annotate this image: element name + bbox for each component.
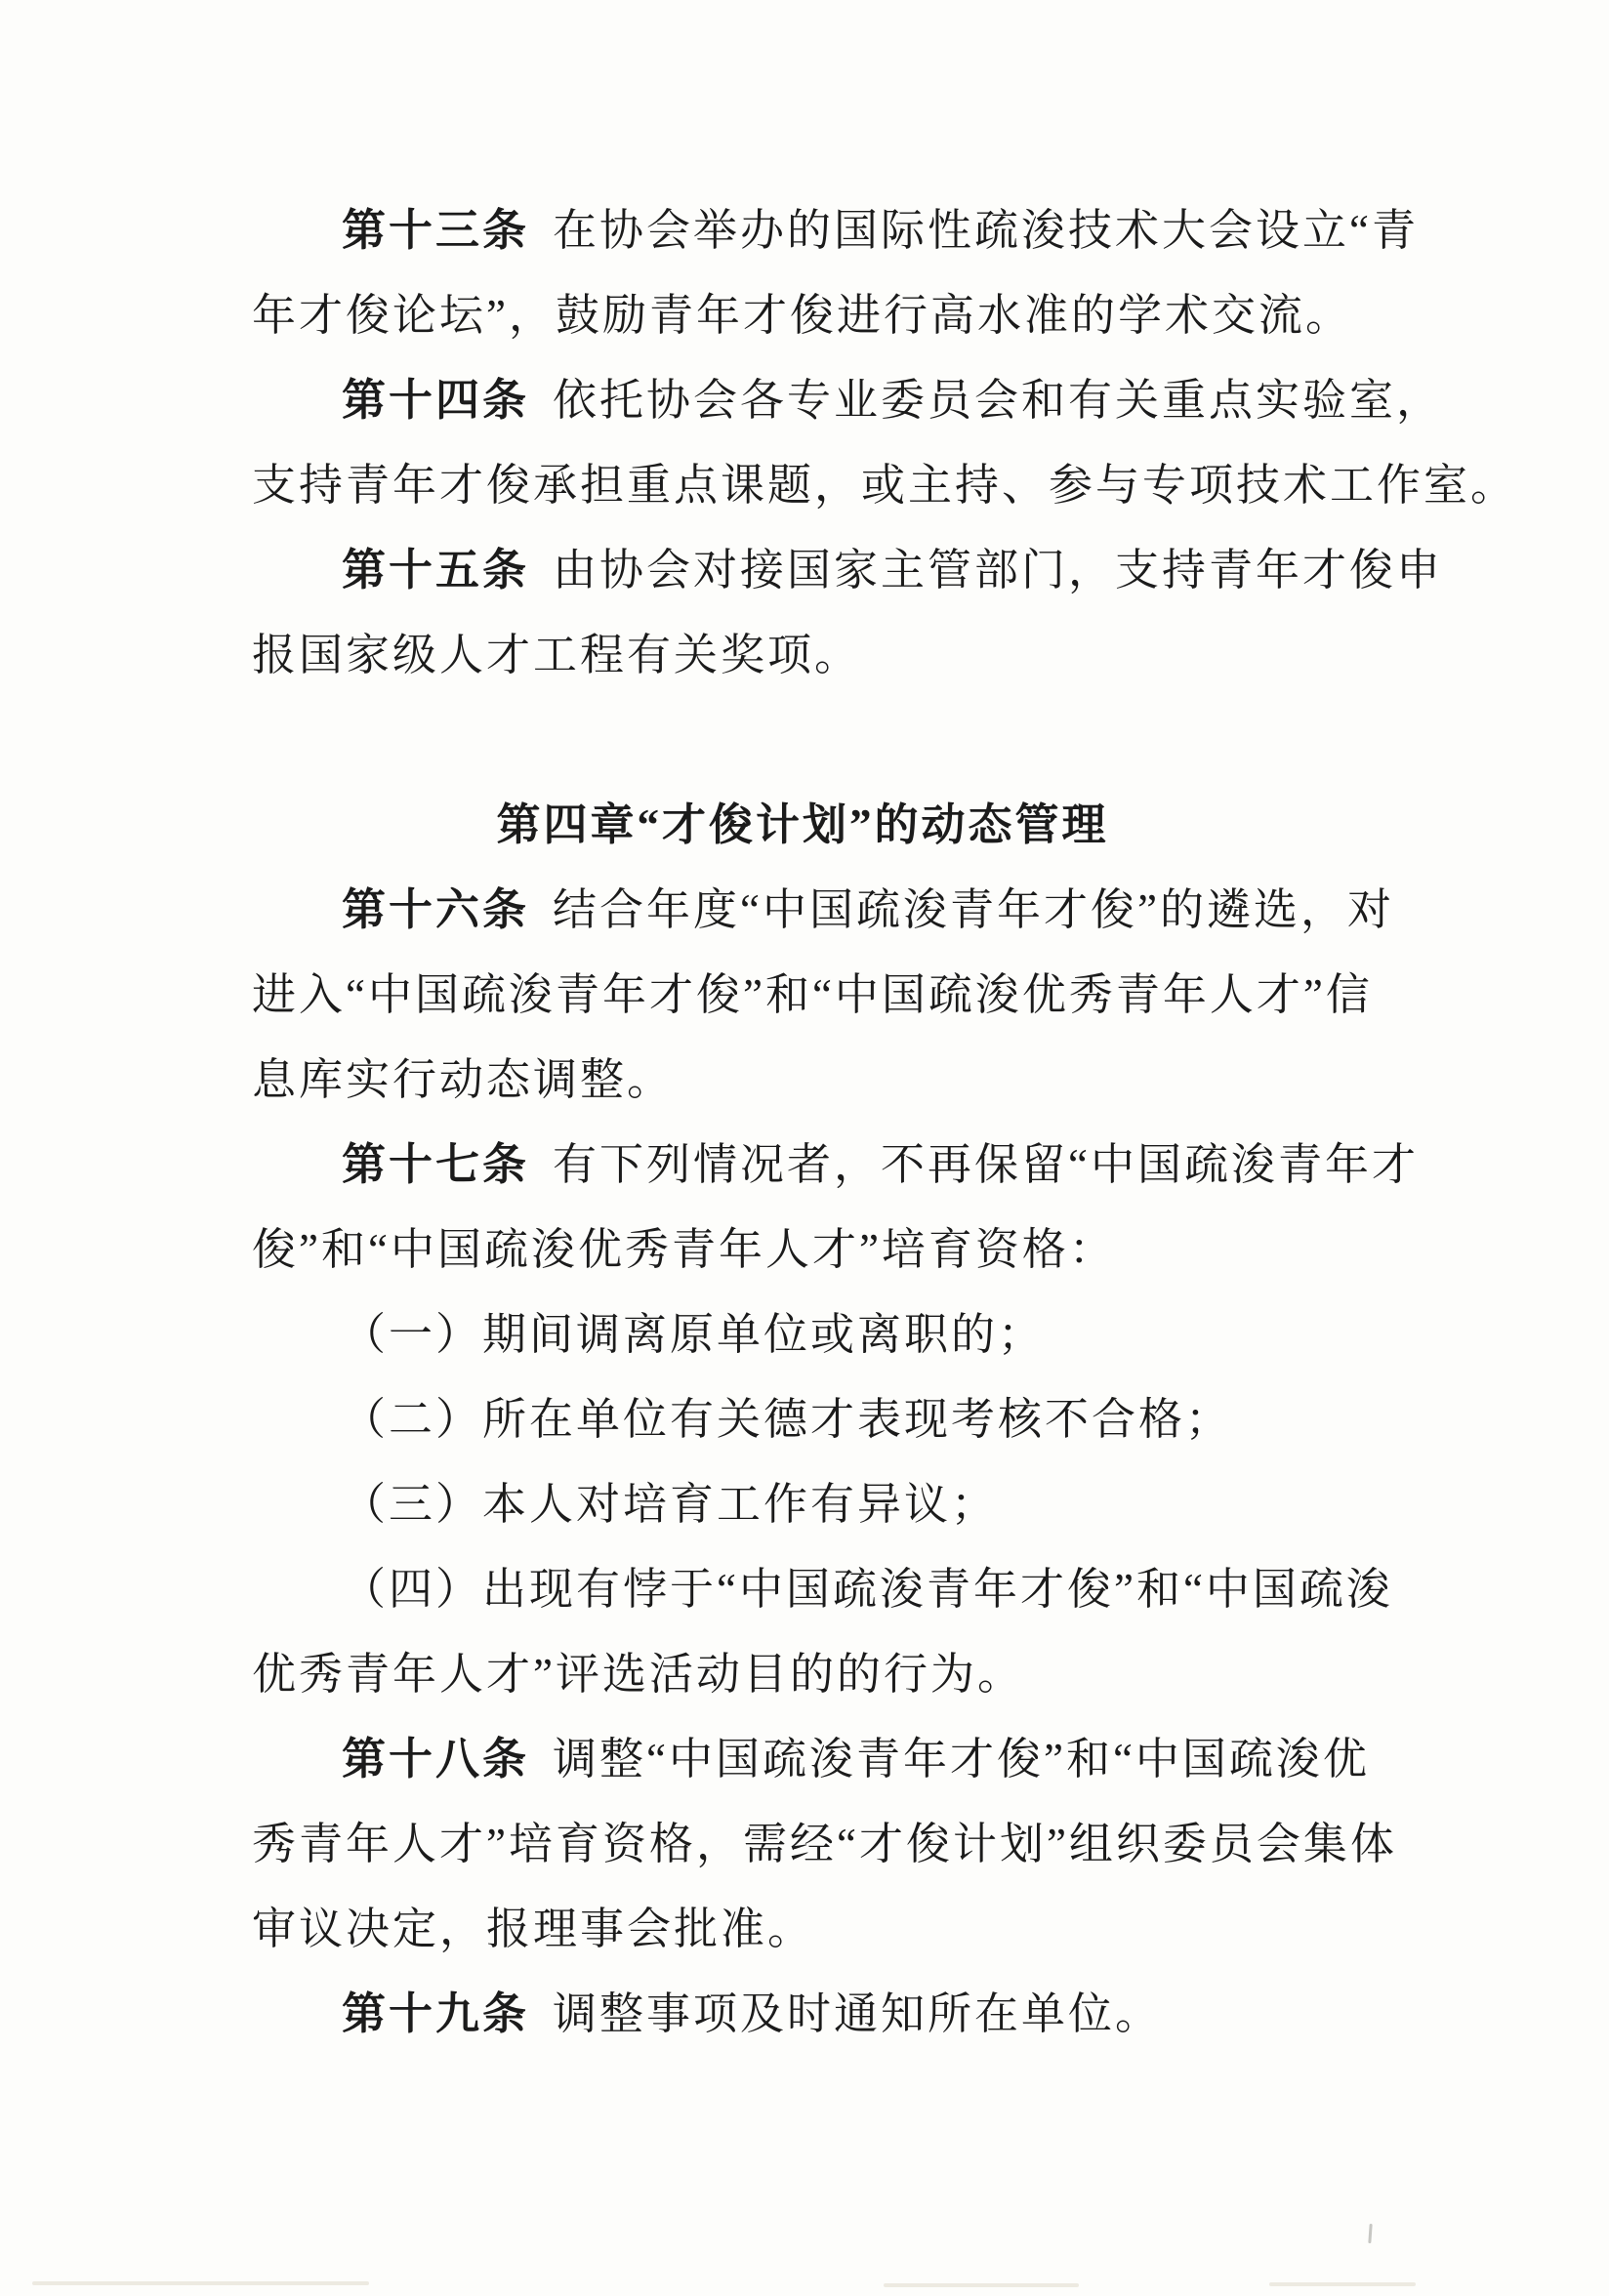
line-text: 俊”和“中国疏浚优秀青年人才”培育资格： — [252, 1225, 1116, 1274]
text-line — [252, 953, 1377, 1038]
text-line — [252, 1462, 1377, 1547]
line-text: 调整“中国疏浚青年才俊”和“中国疏浚优 — [553, 1735, 1370, 1784]
text-line — [252, 528, 1444, 613]
document-body — [252, 188, 1518, 2057]
line-text: （四）出现有悖于“中国疏浚青年才俊”和“中国疏浚 — [342, 1565, 1393, 1614]
text-line — [252, 1887, 1377, 1972]
chapter-heading — [252, 783, 1377, 868]
text-line — [252, 443, 1518, 528]
scan-artifact-smudge — [32, 2281, 369, 2285]
scan-artifact-smudge — [1269, 2282, 1416, 2286]
line-text: （一）期间调离原单位或离职的； — [342, 1310, 1046, 1359]
clause-number: 第十四条 — [342, 376, 530, 425]
line-text: 在协会举办的国际性疏浚技术大会设立“青 — [553, 206, 1419, 255]
text-line — [252, 273, 1377, 358]
chapter-heading-text: 第四章“才俊计划”的动态管理 — [496, 800, 1109, 849]
text-line — [252, 1632, 1377, 1717]
text-line — [252, 613, 1377, 698]
text-line — [252, 188, 1419, 273]
line-text: 优秀青年人才”评选活动目的的行为。 — [252, 1650, 1024, 1699]
line-text: 有下列情况者，不再保留“中国疏浚青年才 — [553, 1140, 1419, 1189]
line-text: 年才俊论坛”，鼓励青年才俊进行高水准的学术交流。 — [252, 291, 1352, 340]
clause-number: 第十五条 — [342, 546, 530, 594]
scan-artifact-smudge — [884, 2283, 1079, 2287]
line-text: 结合年度“中国疏浚青年才俊”的遴选，对 — [553, 885, 1394, 934]
text-line — [252, 1547, 1393, 1632]
line-text: （二）所在单位有关德才表现考核不合格； — [342, 1395, 1233, 1444]
clause-number: 第十九条 — [342, 1989, 530, 2038]
text-line — [252, 1377, 1377, 1462]
line-text: 支持青年才俊承担重点课题，或主持、参与专项技术工作室。 — [252, 461, 1518, 510]
clause-number: 第十八条 — [342, 1735, 530, 1784]
line-text: （三）本人对培育工作有异议； — [342, 1480, 999, 1529]
scan-artifact-speck — [1368, 2224, 1372, 2243]
text-line — [252, 1717, 1377, 1802]
text-line — [252, 1123, 1419, 1208]
text-line — [252, 1292, 1377, 1377]
line-text: 审议决定，报理事会批准。 — [252, 1905, 815, 1953]
text-line — [252, 358, 1444, 443]
text-line — [252, 868, 1394, 953]
text-line — [252, 1972, 1377, 2057]
text-line — [252, 1038, 1377, 1123]
line-text: 进入“中国疏浚青年才俊”和“中国疏浚优秀青年人才”信 — [252, 970, 1373, 1019]
line-text: 秀青年人才”培育资格，需经“才俊计划”组织委员会集体 — [252, 1820, 1397, 1868]
text-line — [252, 1802, 1397, 1887]
line-text: 调整事项及时通知所在单位。 — [553, 1989, 1163, 2038]
line-text: 息库实行动态调整。 — [252, 1055, 675, 1104]
line-text: 报国家级人才工程有关奖项。 — [252, 631, 862, 679]
line-text: 依托协会各专业委员会和有关重点实验室， — [553, 376, 1444, 425]
line-text: 由协会对接国家主管部门，支持青年才俊申 — [553, 546, 1444, 594]
clause-number: 第十三条 — [342, 206, 530, 255]
text-line — [252, 1208, 1377, 1292]
clause-number: 第十七条 — [342, 1140, 530, 1189]
clause-number: 第十六条 — [342, 885, 530, 934]
